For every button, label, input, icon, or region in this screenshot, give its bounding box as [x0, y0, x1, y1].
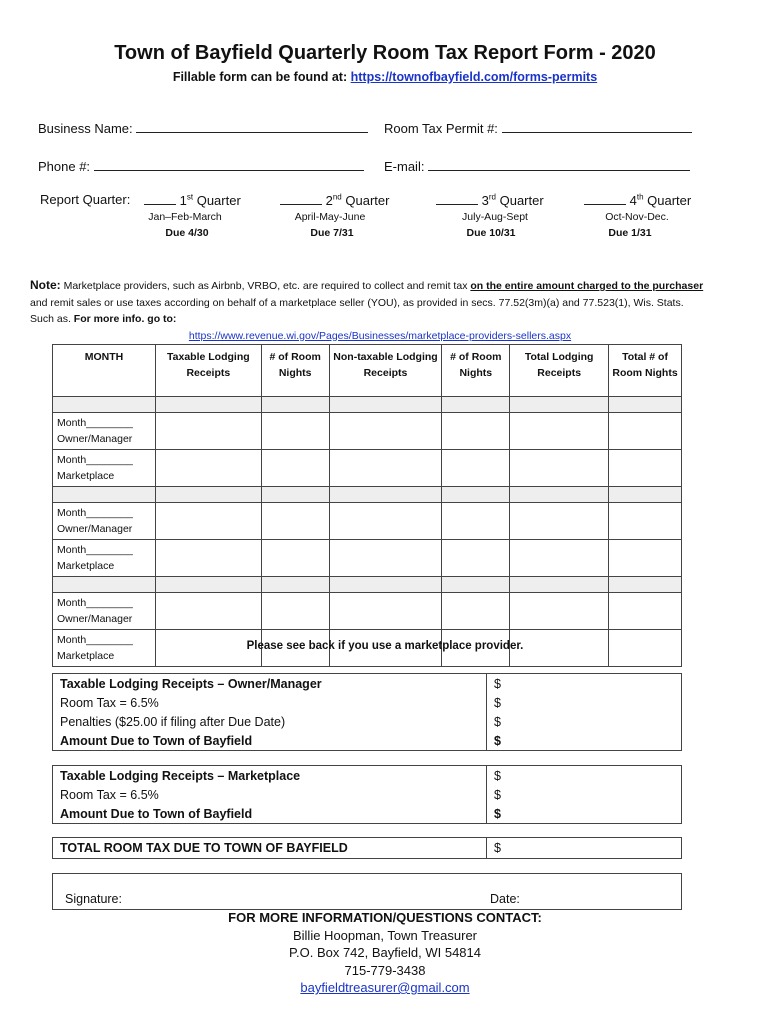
input-cell[interactable]: [609, 593, 682, 630]
amount-cell[interactable]: $: [487, 674, 682, 694]
total-amount-cell[interactable]: $: [487, 838, 682, 859]
input-cell[interactable]: [261, 540, 329, 577]
summary-label: Amount Due to Town of Bayfield: [53, 731, 487, 751]
phone-field[interactable]: [38, 158, 364, 174]
contact-address: P.O. Box 742, Bayfield, WI 54814: [289, 945, 481, 960]
amount-cell[interactable]: $: [487, 766, 682, 786]
quarter-1-num: 1: [179, 193, 187, 208]
phone-input[interactable]: [94, 158, 364, 171]
owner-label: Owner/Manager: [57, 523, 133, 535]
input-cell[interactable]: [442, 540, 510, 577]
summary-row: [53, 785, 682, 804]
quarter-2-label: Quarter: [345, 193, 390, 208]
input-cell[interactable]: [329, 540, 442, 577]
contact-name: Billie Hoopman, Town Treasurer: [292, 927, 477, 943]
note-more: For more info. go to:: [73, 313, 177, 325]
col-room-nights-2: # of Room Nights: [442, 345, 510, 397]
input-cell[interactable]: [155, 413, 261, 450]
email-label: E-mail:: [384, 159, 425, 174]
summary-row: [53, 766, 682, 786]
input-cell[interactable]: [155, 503, 261, 540]
quarter-4-blank[interactable]: [584, 192, 626, 205]
business-name-field[interactable]: [38, 120, 368, 136]
input-cell[interactable]: [261, 413, 329, 450]
summary-label: Amount Due to Town of Bayfield: [53, 804, 487, 824]
quarter-3-blank[interactable]: [436, 192, 478, 205]
quarter-1-option[interactable]: [144, 192, 241, 208]
col-nontaxable-receipts: Non-taxable Lodging Receipts: [329, 345, 442, 397]
report-quarter-label: Report Quarter:: [40, 192, 131, 207]
col-month: MONTH: [53, 345, 156, 397]
summary-label: Penalties ($25.00 if filing after Due Date): [53, 712, 487, 731]
input-cell[interactable]: [155, 593, 261, 630]
note-emphasis: on the entire amount charged to the purchaser: [470, 280, 704, 292]
col-total-nights: Total # of Room Nights: [609, 345, 682, 397]
contact-heading: FOR MORE INFORMATION/QUESTIONS CONTACT:: [228, 910, 542, 925]
revenue-link[interactable]: https://www.revenue.wi.gov/Pages/Businesses/marketplace-providers-sellers.aspx: [188, 329, 572, 342]
month-label: Month________: [57, 454, 133, 466]
marketplace-label: Marketplace: [57, 560, 115, 572]
quarter-4-option[interactable]: [584, 192, 691, 208]
summary-row: [53, 674, 682, 694]
summary-row: [53, 712, 682, 731]
quarter-1-suffix: st: [186, 192, 194, 202]
email-input[interactable]: [428, 158, 690, 171]
input-cell[interactable]: [261, 450, 329, 487]
table-row: [53, 503, 682, 540]
month-cell[interactable]: [53, 593, 156, 630]
note-text-1: Marketplace providers, such as Airbnb, VRBO, etc. are required to collect and remit tax: [63, 280, 468, 292]
receipts-table: [52, 344, 682, 667]
quarter-3-label: Quarter: [499, 193, 544, 208]
table-row: [53, 593, 682, 630]
contact-block: [0, 909, 770, 997]
input-cell[interactable]: [609, 540, 682, 577]
col-room-nights: # of Room Nights: [261, 345, 329, 397]
input-cell[interactable]: [155, 540, 261, 577]
note-text-2: and remit sales or use taxes according on behalf of a marketplace seller (YOU), as provided in secs. 77.52(3m)(a) and 77.523(1), Wis. Stats. Such as.: [30, 296, 684, 325]
shade-row: [53, 397, 682, 413]
input-cell[interactable]: [510, 593, 609, 630]
summary-row: [53, 731, 682, 751]
amount-cell[interactable]: $: [487, 785, 682, 804]
signature-field[interactable]: Signature:: [65, 892, 122, 906]
quarter-4-due: Due 1/31: [608, 227, 652, 239]
total-label: TOTAL ROOM TAX DUE TO TOWN OF BAYFIELD: [53, 838, 487, 859]
input-cell[interactable]: [510, 540, 609, 577]
quarter-3-option[interactable]: [436, 192, 544, 208]
summary-label: Taxable Lodging Receipts – Owner/Manager: [53, 674, 487, 694]
quarter-3-num: 3: [481, 193, 489, 208]
date-field[interactable]: Date:: [490, 892, 520, 906]
input-cell[interactable]: [510, 503, 609, 540]
input-cell[interactable]: [329, 413, 442, 450]
summary-label: Taxable Lodging Receipts – Marketplace: [53, 766, 487, 786]
business-name-label: Business Name:: [38, 121, 133, 136]
month-label: Month________: [57, 417, 133, 429]
amount-cell[interactable]: $: [487, 693, 682, 712]
quarter-2-months: April-May-June: [294, 211, 366, 223]
owner-label: Owner/Manager: [57, 613, 133, 625]
input-cell[interactable]: [329, 503, 442, 540]
input-cell[interactable]: [510, 413, 609, 450]
quarter-3-suffix: rd: [488, 192, 496, 202]
phone-label: Phone #:: [38, 159, 91, 174]
fillable-note: [0, 70, 770, 84]
quarter-4-suffix: th: [636, 192, 644, 202]
signature-box: [52, 873, 682, 910]
quarter-2-due: Due 7/31: [310, 227, 354, 239]
quarter-1-label: Quarter: [196, 193, 241, 208]
month-label: Month________: [57, 507, 133, 519]
quarter-3-due: Due 10/31: [466, 227, 516, 239]
quarter-2-suffix: nd: [332, 192, 342, 202]
input-cell[interactable]: [510, 450, 609, 487]
owner-label: Owner/Manager: [57, 433, 133, 445]
contact-email-link[interactable]: bayfieldtreasurer@gmail.com: [300, 980, 470, 995]
summary-row: [53, 804, 682, 824]
input-cell[interactable]: [609, 413, 682, 450]
amount-cell[interactable]: $: [487, 804, 682, 824]
marketplace-label: Marketplace: [57, 650, 115, 662]
month-label: Month________: [57, 634, 133, 646]
amount-cell[interactable]: $: [487, 731, 682, 751]
quarter-2-blank[interactable]: [280, 192, 322, 205]
input-cell[interactable]: [609, 503, 682, 540]
owner-summary-table: [52, 673, 682, 751]
input-cell[interactable]: [442, 503, 510, 540]
room-tax-permit-field[interactable]: [384, 120, 692, 136]
month-cell[interactable]: [53, 450, 156, 487]
quarter-3-months: July-Aug-Sept: [462, 211, 528, 223]
note-label: Note:: [30, 278, 61, 292]
quarter-4-label: Quarter: [647, 193, 692, 208]
col-taxable-receipts: Taxable Lodging Receipts: [155, 345, 261, 397]
marketplace-note: [30, 277, 710, 344]
table-row: [53, 540, 682, 577]
quarter-2-num: 2: [325, 193, 333, 208]
email-field[interactable]: [384, 158, 690, 174]
month-label: Month________: [57, 597, 133, 609]
input-cell[interactable]: [442, 413, 510, 450]
amount-cell[interactable]: $: [487, 712, 682, 731]
quarter-1-blank[interactable]: [144, 192, 176, 205]
input-cell[interactable]: [442, 450, 510, 487]
table-row: [53, 450, 682, 487]
marketplace-notice: Please see back if you use a marketplace provider.: [246, 640, 524, 652]
business-name-input[interactable]: [136, 120, 368, 133]
table-header-row: [53, 345, 682, 397]
summary-label: Room Tax = 6.5%: [53, 693, 487, 712]
summary-label: Room Tax = 6.5%: [53, 785, 487, 804]
input-cell[interactable]: [261, 503, 329, 540]
shade-row: [53, 487, 682, 503]
month-cell[interactable]: [53, 503, 156, 540]
input-cell[interactable]: [442, 593, 510, 630]
month-label: Month________: [57, 544, 133, 556]
marketplace-label: Marketplace: [57, 470, 115, 482]
input-cell[interactable]: [155, 450, 261, 487]
input-cell[interactable]: [609, 450, 682, 487]
quarter-4-months: Oct-Nov-Dec.: [605, 211, 669, 223]
shade-row: [53, 577, 682, 593]
page-title: Town of Bayfield Quarterly Room Tax Report Form - 2020: [114, 42, 656, 64]
month-cell[interactable]: [53, 540, 156, 577]
total-row: [53, 838, 682, 859]
month-cell[interactable]: [53, 413, 156, 450]
fillable-link[interactable]: https://townofbayfield.com/forms-permits: [350, 70, 598, 84]
input-cell[interactable]: [329, 450, 442, 487]
quarter-2-option[interactable]: [280, 192, 389, 208]
quarter-1-due: Due 4/30: [165, 227, 209, 239]
room-tax-permit-label: Room Tax Permit #:: [384, 121, 498, 136]
room-tax-permit-input[interactable]: [502, 120, 692, 133]
quarter-4-num: 4: [629, 193, 637, 208]
input-cell[interactable]: [329, 593, 442, 630]
input-cell[interactable]: [261, 593, 329, 630]
quarter-1-months: Jan–Feb-March: [148, 211, 222, 223]
fillable-prefix: Fillable form can be found at:: [172, 70, 348, 84]
total-table: [52, 837, 682, 859]
marketplace-summary-table: [52, 765, 682, 824]
summary-row: [53, 693, 682, 712]
contact-phone: 715-779-3438: [344, 962, 426, 978]
col-total-receipts: Total Lodging Receipts: [510, 345, 609, 397]
table-row: [53, 413, 682, 450]
